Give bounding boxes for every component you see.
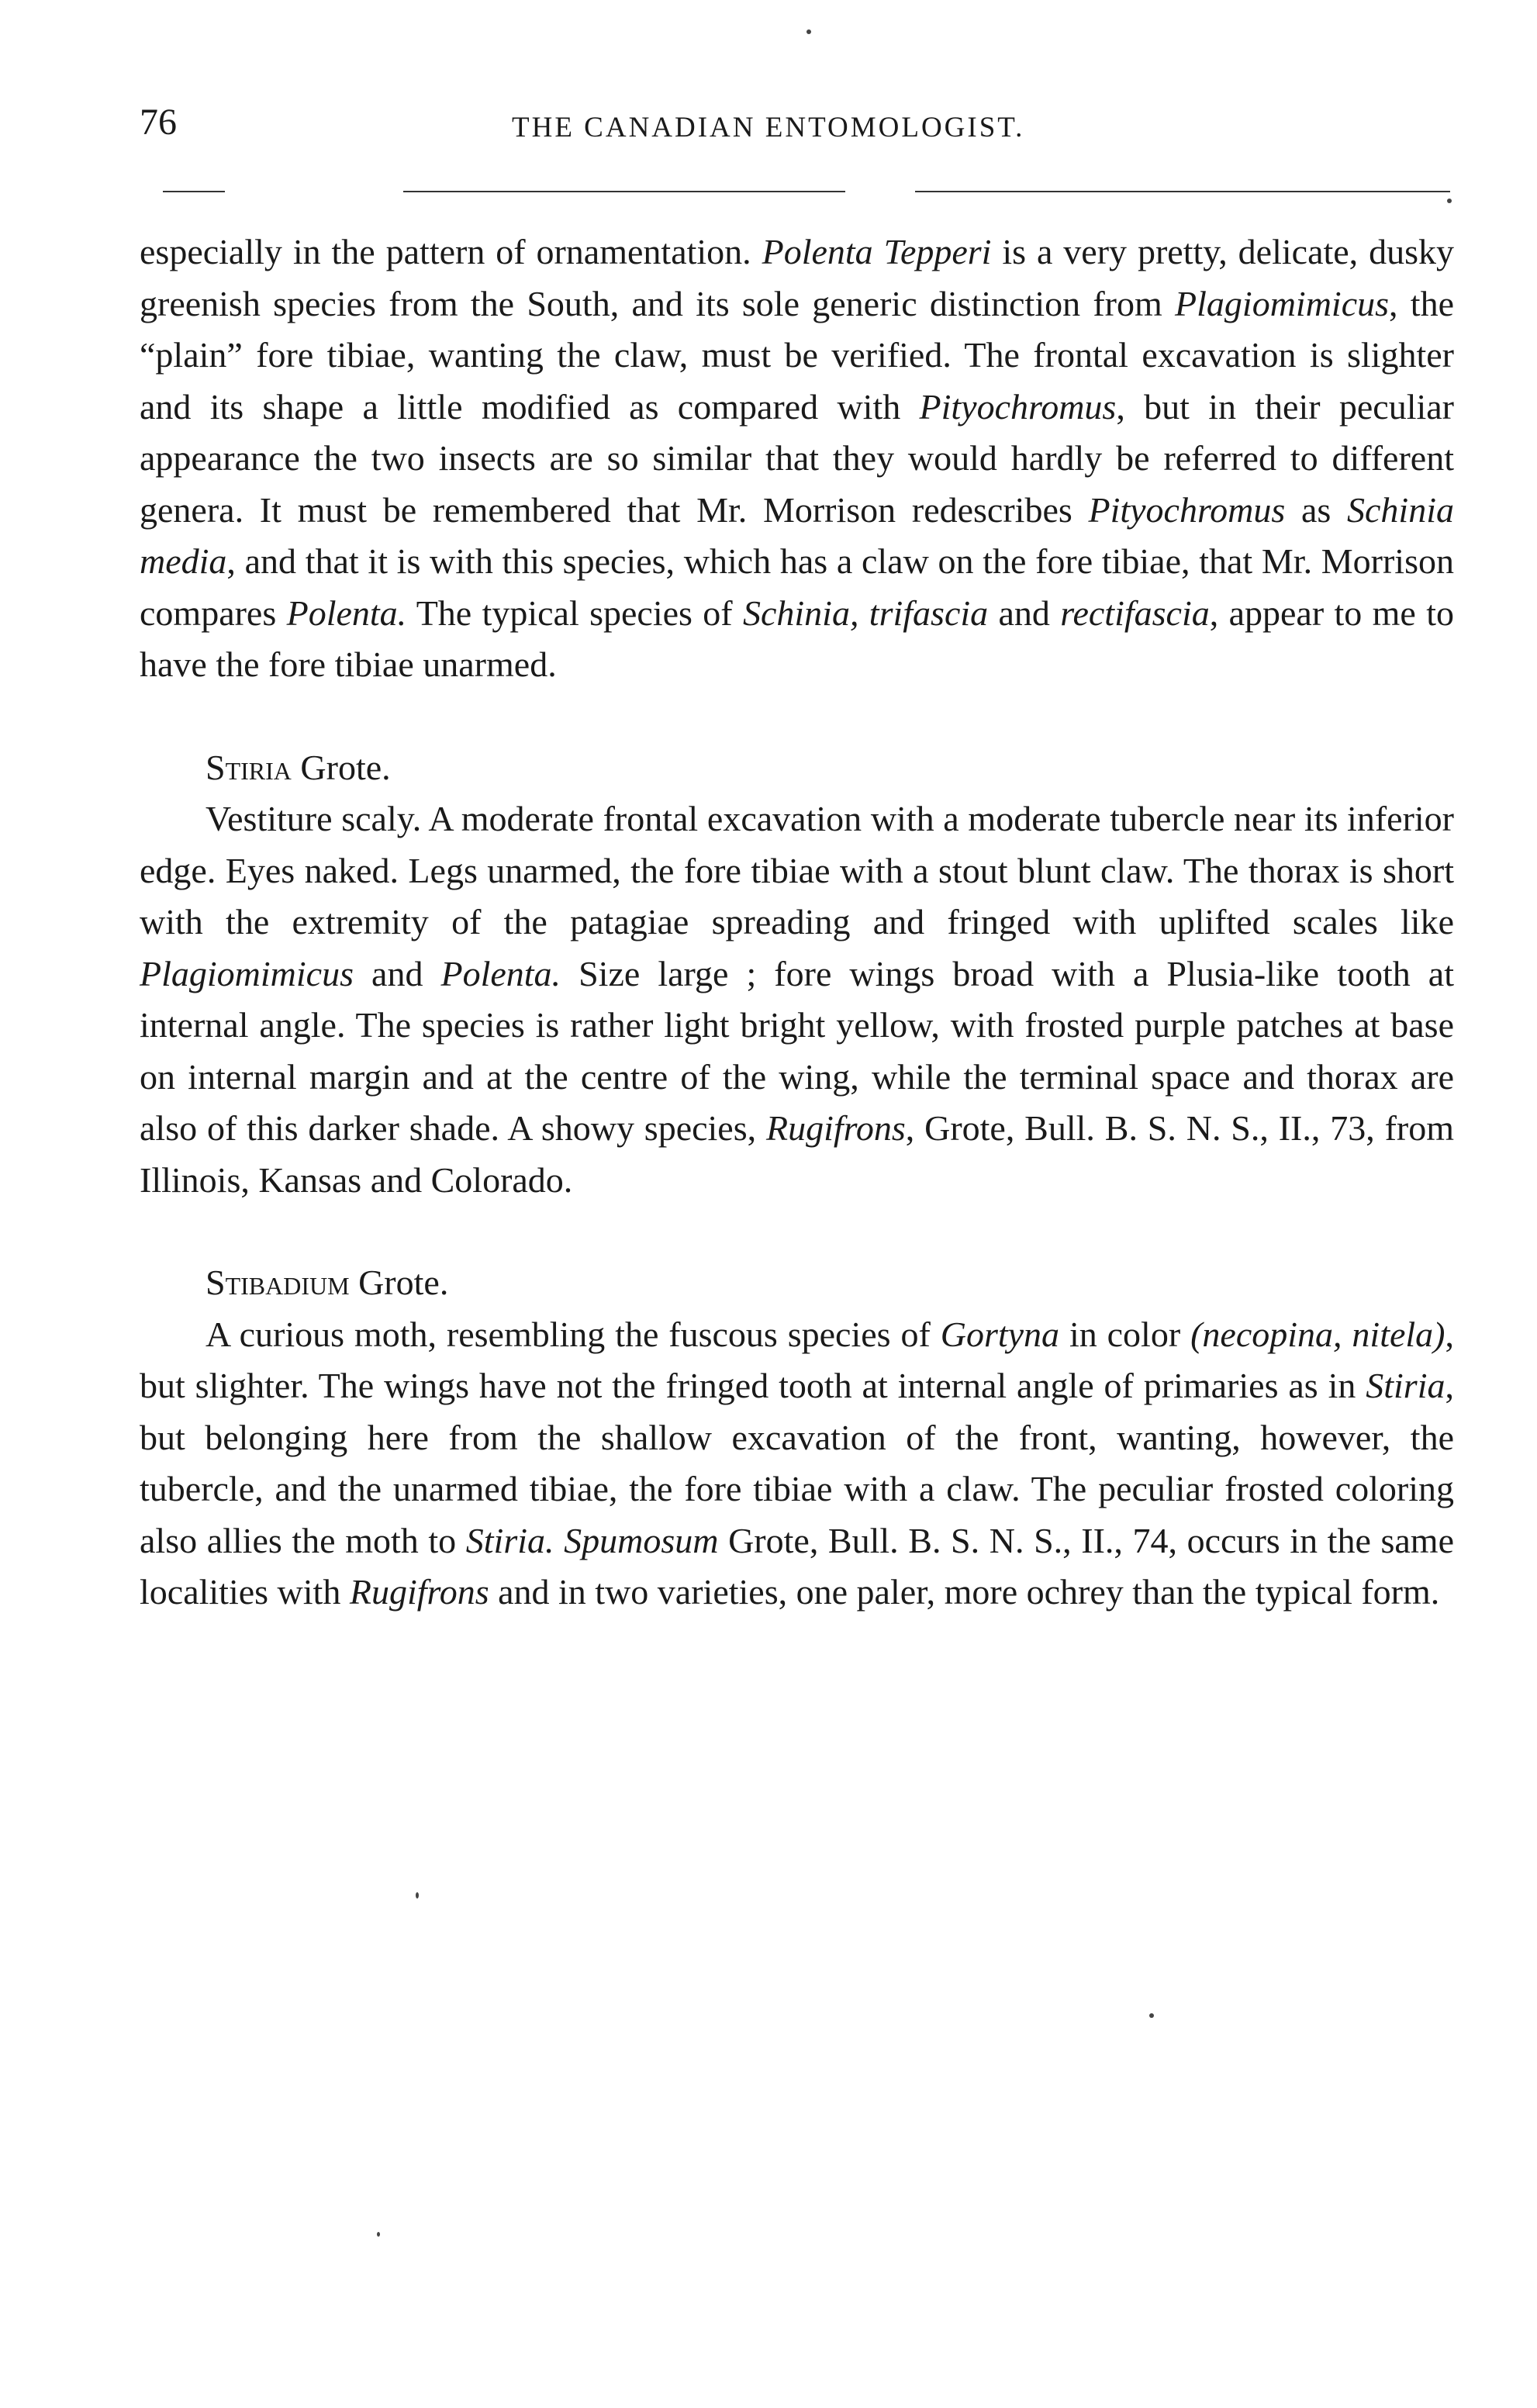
genus-name: Polenta.	[440, 953, 561, 993]
species-name: (necopina, nitela)	[1190, 1314, 1445, 1354]
text-run: , and that it is with this species, which has a claw on the fore tibiae, that Mr. Morrison compares	[140, 541, 1454, 633]
genus-name: Polenta.	[286, 592, 407, 633]
print-speck	[416, 1892, 419, 1898]
text-run: , appear to me to have the fore tibiae unarmed.	[140, 592, 1454, 684]
species-name: Spumosum	[564, 1520, 719, 1560]
text-run: especially in the pattern of ornamentation.	[140, 232, 762, 271]
genus-name: Stiria	[1366, 1366, 1445, 1405]
text-run: Grote, Bull. B. S. N. S., II., 74, occurs in the same localities with	[140, 1520, 1454, 1612]
author-name: Grote.	[291, 747, 391, 787]
species-name: Rugifrons	[349, 1572, 489, 1612]
section-stibadium	[140, 1257, 1454, 1619]
genus-heading: Stibadium	[206, 1263, 350, 1302]
genus-name: Gortyna	[940, 1314, 1060, 1354]
species-name: Polenta Tepperi	[762, 232, 992, 271]
print-speck	[1149, 2013, 1154, 2018]
genus-name: Plagiomimicus	[140, 953, 354, 993]
text-run: and	[988, 592, 1061, 633]
species-name: rectifascia	[1060, 592, 1210, 633]
species-name: Rugifrons	[765, 1108, 906, 1148]
print-speck	[377, 2232, 380, 2237]
genus-name: Stiria.	[465, 1520, 554, 1560]
text-run: as	[1285, 489, 1347, 530]
author-name: Grote.	[349, 1263, 449, 1302]
text-run: A curious moth, resembling the fuscous species of	[206, 1314, 941, 1354]
text-run	[554, 1521, 565, 1560]
genus-heading: Stiria	[206, 747, 292, 787]
section-title-stiria	[140, 742, 1454, 794]
species-name: Schinia media	[140, 489, 1454, 581]
print-speck	[806, 29, 811, 34]
section-title-stibadium	[140, 1257, 1454, 1309]
section-stiria	[140, 742, 1454, 1207]
text-run: The typical species of	[406, 592, 743, 633]
text-run: and in two varieties, one paler, more ochrey than the typical form.	[489, 1572, 1440, 1612]
stibadium-description	[140, 1309, 1454, 1619]
stiria-description	[140, 793, 1454, 1206]
page-number: 76	[140, 102, 177, 143]
print-speck	[1447, 199, 1452, 203]
text-run: Size large ; fore wings broad with a Plusia-like tooth at internal angle. The species is rather light bright yellow, with frosted purple patches at base on internal margin and at the centre of the wing, while the terminal space and thorax are also of this darker shade. A showy species,	[140, 953, 1454, 1148]
genus-name: Pityochromus	[919, 386, 1117, 427]
genus-name: Pityochromus	[1088, 489, 1286, 530]
text-run: , but belonging here from the shallow excavation of the front, wanting, however, the tubercle, and the unarmed tibiae, the fore tibiae with a claw. The peculiar frosted coloring also allies the moth to	[140, 1366, 1454, 1560]
header-rule-left	[163, 191, 225, 192]
page-header	[140, 99, 1458, 154]
text-run: , but slighter. The wings have not the fringed tooth at internal angle of primaries as in	[140, 1314, 1454, 1405]
header-rule-right	[915, 191, 1450, 192]
text-run: , Grote, Bull. B. S. N. S., II., 73, from Illinois, Kansas and Colorado.	[140, 1108, 1454, 1200]
genus-name: Plagiomimicus	[1175, 283, 1390, 323]
text-run: , but in their peculiar appearance the two insects are so similar that they would hardly be referred to different genera. It must be remembered that Mr. Morrison redescribes	[140, 386, 1454, 530]
continued-paragraph	[140, 226, 1454, 691]
header-rule-middle	[403, 191, 845, 192]
text-run: is a very pretty, delicate, dusky greenish species from the South, and its sole generic distinction from	[140, 232, 1455, 323]
body-text	[140, 226, 1454, 1619]
text-run: in color	[1059, 1314, 1191, 1354]
running-head: THE CANADIAN ENTOMOLOGIST.	[512, 112, 1025, 143]
text-run: and	[353, 953, 441, 993]
species-name: Schinia, trifascia	[742, 592, 989, 633]
text-run: Vestiture scaly. A moderate frontal excavation with a moderate tubercle near its inferior edge. Eyes naked. Legs unarmed, the fore tibiae with a stout blunt claw. The thorax is short with the extremity of the patagiae spreading and fringed with uplifted scales like	[140, 799, 1454, 941]
text-run: , the “plain” fore tibiae, wanting the claw, must be verified. The frontal excavation is slighter and its shape a little modified as compared with	[140, 283, 1454, 427]
